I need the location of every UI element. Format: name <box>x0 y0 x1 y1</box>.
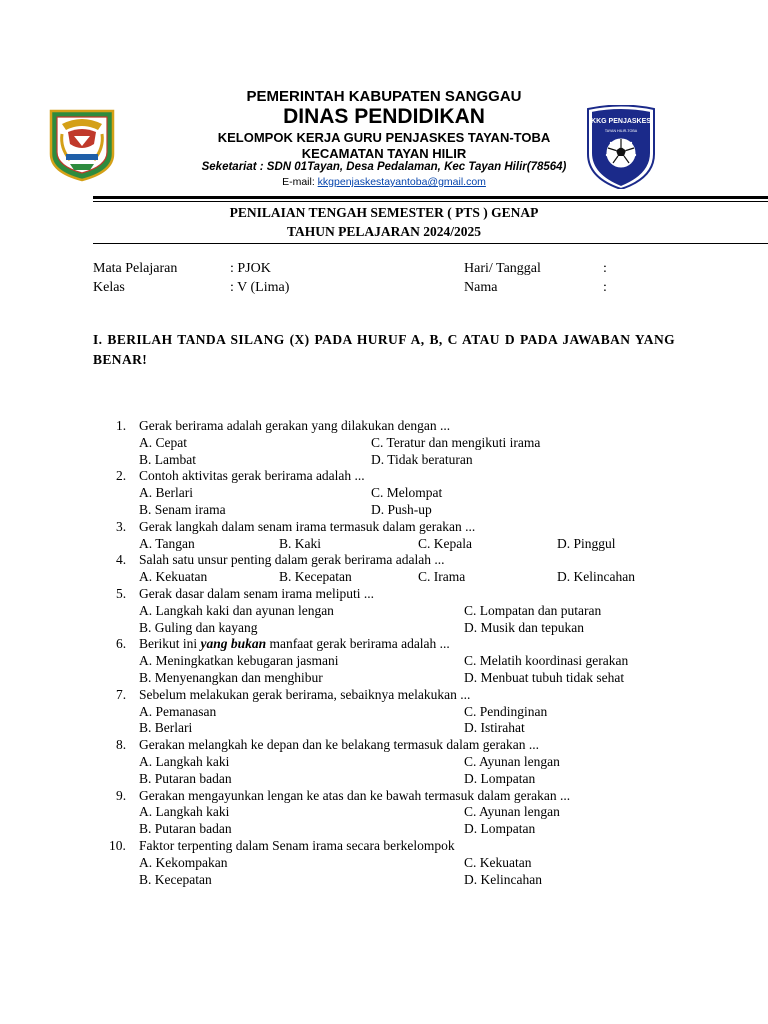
title-rule <box>93 243 768 244</box>
header-email-line <box>0 176 768 188</box>
question-9-option-b[interactable]: B. Putaran badan <box>139 821 232 837</box>
badge-title-text: KKG PENJASKES <box>591 118 651 125</box>
header-working-group: KELOMPOK KERJA GURU PENJASKES TAYAN-TOBA <box>217 130 551 145</box>
exam-title: PENILAIAN TENGAH SEMESTER ( PTS ) GENAP <box>229 205 539 220</box>
header-government: PEMERINTAH KABUPATEN SANGGAU <box>246 88 522 105</box>
question-6-text-before: Berikut ini <box>139 636 201 652</box>
question-5-option-c[interactable]: C. Lompatan dan putaran <box>464 602 602 618</box>
question-8-option-a[interactable]: A. Langkah kaki <box>139 754 230 769</box>
header-agency: DINAS PENDIDIKAN <box>283 105 485 128</box>
name-label: Nama <box>464 280 498 295</box>
question-number-10: 10. <box>109 838 126 853</box>
question-8-option-b[interactable]: B. Putaran badan <box>139 770 232 786</box>
question-6-emphasis: yang bukan <box>200 636 267 652</box>
email-link[interactable]: kkgpenjaskestayantoba@gmail.com <box>317 176 486 188</box>
question-1-option-c[interactable]: C. Teratur dan mengikuti irama <box>371 434 541 450</box>
question-9-option-a[interactable]: A. Langkah kaki <box>139 804 230 820</box>
question-number-7: 7. <box>116 686 127 702</box>
question-text-3: Gerak langkah dalam senam irama termasuk dalam gerakan ... <box>139 518 476 534</box>
question-number-9: 9. <box>116 787 127 803</box>
letterhead-rule-thin <box>93 201 768 202</box>
header-address: Seketariat : SDN 01Tayan, Desa Pedalaman, Kec Tayan Hilir(78564) <box>201 161 567 173</box>
question-text-2: Contoh aktivitas gerak berirama adalah ... <box>139 468 365 484</box>
question-3-option-c[interactable]: C. Kepala <box>418 535 472 551</box>
question-number-3: 3. <box>116 518 127 534</box>
question-8-option-d[interactable]: D. Lompatan <box>464 770 536 786</box>
question-8-option-c[interactable]: C. Ayunan lengan <box>464 754 560 769</box>
question-1-option-b[interactable]: B. Lambat <box>139 451 196 467</box>
class-label: Kelas <box>93 280 125 295</box>
question-9-option-c[interactable]: C. Ayunan lengan <box>464 804 560 820</box>
email-label: E-mail: <box>282 176 318 188</box>
question-1-option-d[interactable]: D. Tidak beraturan <box>371 451 473 467</box>
question-number-2: 2. <box>116 468 127 484</box>
question-4-option-b[interactable]: B. Kecepatan <box>279 569 352 585</box>
question-text-10: Faktor terpenting dalam Senam irama secara berkelompok <box>139 838 455 853</box>
question-5-option-d[interactable]: D. Musik dan tepukan <box>464 619 584 635</box>
question-6-option-b[interactable]: B. Menyenangkan dan menghibur <box>139 670 323 685</box>
question-3-option-b[interactable]: B. Kaki <box>279 535 321 551</box>
day-date-label: Hari/ Tanggal <box>464 261 541 276</box>
instruction-text: I. BERILAH TANDA SILANG (X) PADA HURUF A, B, C ATAU D PADA JAWABAN YANG BENAR! <box>93 332 675 367</box>
question-number-6: 6. <box>116 636 127 652</box>
question-text-7: Sebelum melakukan gerak berirama, sebaiknya melakukan ... <box>139 686 471 702</box>
question-6-option-a[interactable]: A. Meningkatkan kebugaran jasmani <box>139 653 339 669</box>
question-10-option-d[interactable]: D. Kelincahan <box>464 871 542 887</box>
question-number-5: 5. <box>116 586 127 601</box>
question-10-option-a[interactable]: A. Kekompakan <box>139 854 228 870</box>
question-1-option-a[interactable]: A. Cepat <box>139 434 187 450</box>
name-value: : <box>603 280 607 295</box>
question-6-text-after: manfaat gerak berirama adalah ... <box>266 636 450 652</box>
question-10-option-c[interactable]: C. Kekuatan <box>464 854 532 870</box>
question-2-option-c[interactable]: C. Melompat <box>371 485 443 501</box>
exam-year: TAHUN PELAJARAN 2024/2025 <box>286 224 481 239</box>
question-3-option-a[interactable]: A. Tangan <box>139 535 195 551</box>
question-7-option-b[interactable]: B. Berlari <box>139 720 193 736</box>
question-text-8: Gerakan melangkah ke depan dan ke belakang termasuk dalam gerakan ... <box>139 737 539 753</box>
question-text-5: Gerak dasar dalam senam irama meliputi ... <box>139 586 375 601</box>
question-4-option-a[interactable]: A. Kekuatan <box>139 569 208 585</box>
day-date-value: : <box>603 261 607 276</box>
question-2-option-d[interactable]: D. Push-up <box>371 502 432 517</box>
question-7-option-a[interactable]: A. Pemanasan <box>139 703 217 719</box>
question-6-option-d[interactable]: D. Menbuat tubuh tidak sehat <box>464 670 625 685</box>
class-value: : V (Lima) <box>230 280 290 295</box>
header-district: KECAMATAN TAYAN HILIR <box>301 146 467 161</box>
question-text-1: Gerak berirama adalah gerakan yang dilakukan dengan ... <box>139 418 451 433</box>
subject-label: Mata Pelajaran <box>93 261 178 276</box>
question-number-4: 4. <box>116 552 127 568</box>
question-text-6 <box>139 636 450 652</box>
question-5-option-a[interactable]: A. Langkah kaki dan ayunan lengan <box>139 602 334 618</box>
question-4-option-c[interactable]: C. Irama <box>418 569 466 585</box>
question-7-option-c[interactable]: C. Pendinginan <box>464 703 548 719</box>
question-6-option-c[interactable]: C. Melatih koordinasi gerakan <box>464 653 629 669</box>
question-7-option-d[interactable]: D. Istirahat <box>464 720 525 736</box>
letterhead-rule-thick <box>93 196 768 199</box>
question-2-option-a[interactable]: A. Berlari <box>139 485 193 501</box>
question-9-option-d[interactable]: D. Lompatan <box>464 821 536 837</box>
badge-subtitle-text: TAYAN HILIR-TOBA <box>604 129 638 133</box>
question-text-4: Salah satu unsur penting dalam gerak berirama adalah ... <box>139 552 445 568</box>
question-number-1: 1. <box>116 418 127 433</box>
question-text-9: Gerakan mengayunkan lengan ke atas dan ke bawah termasuk dalam gerakan ... <box>139 787 571 803</box>
question-5-option-b[interactable]: B. Guling dan kayang <box>139 619 258 635</box>
question-10-option-b[interactable]: B. Kecepatan <box>139 871 212 887</box>
question-number-8: 8. <box>116 737 127 753</box>
question-3-option-d[interactable]: D. Pinggul <box>557 535 616 551</box>
subject-value: : PJOK <box>230 261 271 276</box>
question-4-option-d[interactable]: D. Kelincahan <box>557 569 635 585</box>
question-2-option-b[interactable]: B. Senam irama <box>139 502 226 517</box>
